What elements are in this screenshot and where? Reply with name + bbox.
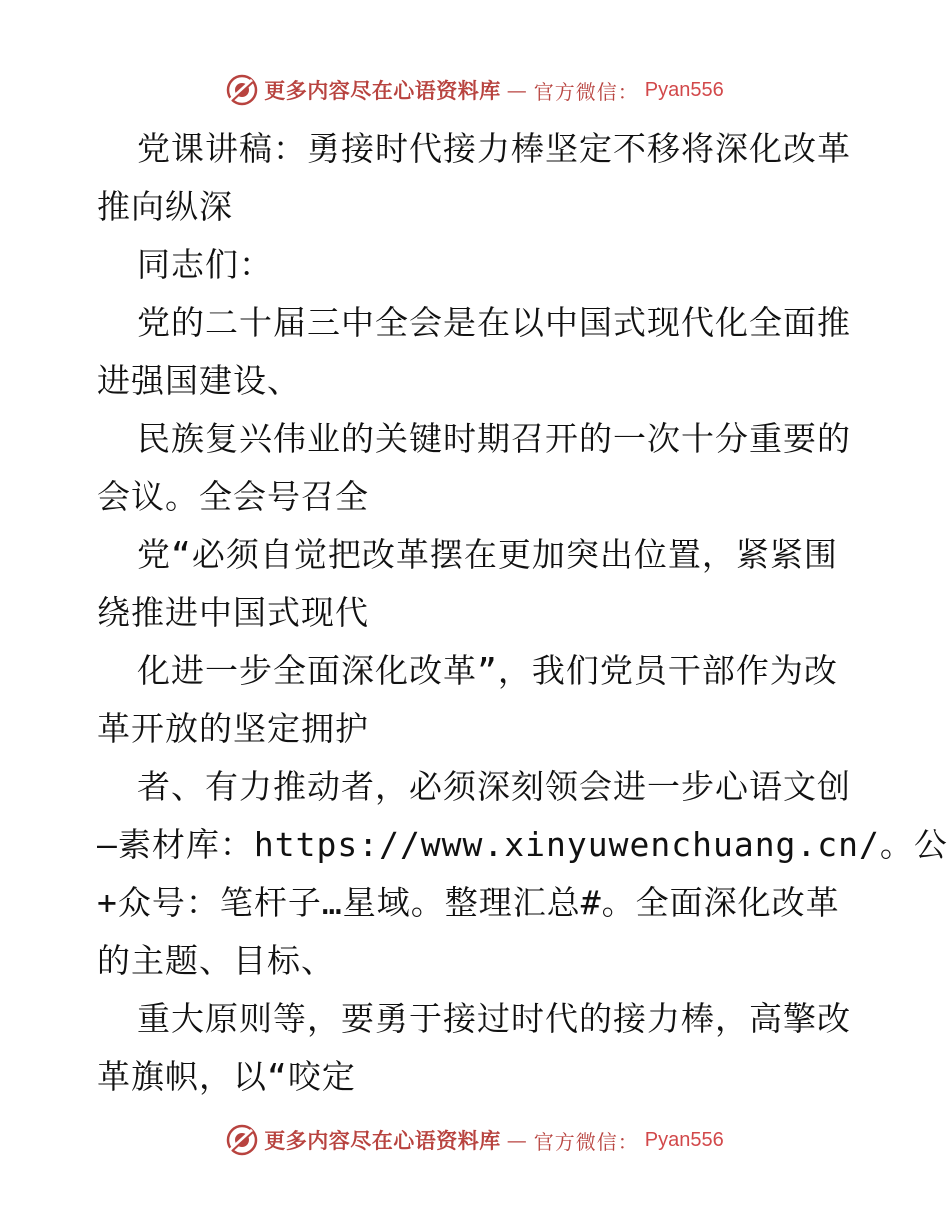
banner-text: 更多内容尽在心语资料库 [264,1128,501,1153]
brand-logo-icon [226,1124,258,1156]
text-line: 化进一步全面深化改革”，我们党员干部作为改 [137,651,838,690]
header-watermark [0,70,950,110]
banner-dash: — [506,78,528,102]
text-line: 党的二十届三中全会是在以中国式现代化全面推 [137,303,851,342]
text-line: 者、有力推动者，必须深刻领会进一步心语文创 [137,767,851,806]
banner-wechat-id: Pyan556 [644,1128,724,1151]
text-line: +众号：笔杆子…星域。整理汇总#。全面深化改革 [97,883,840,922]
text-line: 推向纵深 [97,187,233,226]
text-line: 同志们： [137,245,273,284]
text-line: 绕推进中国式现代 [97,593,369,632]
text-line: 革旗帜，以“咬定 [97,1057,356,1096]
banner-wechat-label: 官方微信： [533,1129,639,1154]
text-line: —素材库：https://www.xinyuwenchuang.cn/。公 [97,825,948,864]
text-line: 重大原则等，要勇于接过时代的接力棒，高擎改 [137,999,851,1038]
banner-wechat-label: 官方微信： [533,79,639,104]
brand-logo-icon [226,74,258,106]
text-line: 进强国建设、 [97,361,301,400]
banner-dash: — [506,1128,528,1152]
document-body [97,120,948,1106]
banner-wechat-id: Pyan556 [644,78,724,101]
banner-text: 更多内容尽在心语资料库 [264,78,501,103]
text-line: 民族复兴伟业的关键时期召开的一次十分重要的 [137,419,851,458]
text-line: 党“必须自觉把改革摆在更加突出位置，紧紧围 [137,535,838,574]
text-line: 革开放的坚定拥护 [97,709,369,748]
text-line: 会议。全会号召全 [97,477,369,516]
text-line: 党课讲稿：勇接时代接力棒坚定不移将深化改革 [137,129,851,168]
footer-watermark [0,1120,950,1160]
text-line: 的主题、目标、 [97,941,335,980]
